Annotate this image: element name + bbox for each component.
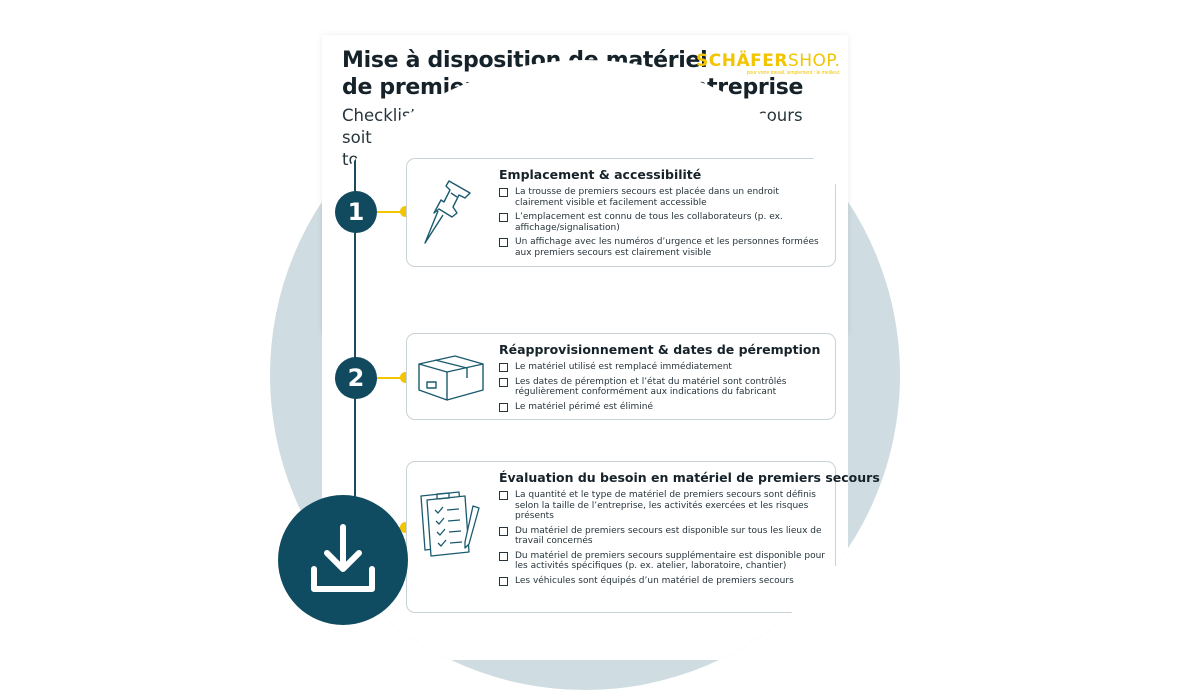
download-icon [309,523,377,595]
checklist-item[interactable] [499,362,829,373]
checklist-3 [499,490,829,590]
step-card-1 [406,158,836,267]
checklist-icon [415,486,485,562]
checkbox[interactable] [499,527,508,536]
checkbox[interactable] [499,491,508,500]
checklist-item[interactable] [499,377,829,398]
checklist-item-text: Le matériel utilisé est remplacé immédiatement [515,362,732,372]
step-card-3 [406,461,880,613]
checklist-item-text: L’emplacement est connu de tous les collaborateurs (p. ex. affichage/signalisation) [515,212,783,233]
checklist-2 [499,362,829,416]
checkbox[interactable] [499,238,508,247]
step-connector-1 [377,211,401,213]
checkbox[interactable] [499,363,508,372]
step-title-3: Évaluation du besoin en matériel de premiers secours [499,470,880,485]
checkbox[interactable] [499,577,508,586]
push-pin-icon [415,173,485,253]
step-number-1: 1 [335,191,377,233]
checklist-item[interactable] [499,490,829,522]
checklist-item-text: Un affichage avec les numéros d’urgence et les personnes formées aux premiers secours est clairement visible [515,237,819,258]
checklist-item-text: Les véhicules sont équipés d’un matériel de premiers secours [515,575,794,586]
checklist-item[interactable] [499,237,829,258]
checkbox[interactable] [499,552,508,561]
checklist-item-text: La quantité et le type de matériel de premiers secours sont définis selon la taille de l’entreprise, les activités exercées et les risques présents [515,490,816,521]
checklist-item[interactable] [499,526,829,547]
checklist-item-text: Du matériel de premiers secours supplémentaire est disponible pour les activités spécifiques (p. ex. atelier, laboratoire, chantier) [515,550,825,571]
checklist-item-text: Les dates de péremption et l’état du matériel sont contrôlés régulièrement conformément aux indications du fabricant [515,376,787,397]
checklist-item[interactable] [499,551,829,572]
checkbox[interactable] [499,188,508,197]
step-connector-2 [377,377,401,379]
checklist-item[interactable] [499,402,829,413]
checklist-item-text: Du matériel de premiers secours est disponible sur tous les lieux de travail concernés [515,525,822,546]
checklist-item[interactable] [499,576,829,587]
download-button[interactable] [278,495,408,625]
step-title-2: Réapprovisionnement & dates de péremption [499,342,821,357]
checkbox[interactable] [499,213,508,222]
step-number-2: 2 [335,357,377,399]
checklist-item-text: La trousse de premiers secours est placée dans un endroit clairement visible et facilement accessible [515,187,779,208]
checklist-item-text: Le matériel périmé est éliminé [515,401,653,412]
step-title-1: Emplacement & accessibilité [499,167,702,182]
checklist-item[interactable] [499,212,829,233]
checklist-1 [499,187,829,262]
checklist-item[interactable] [499,187,829,208]
step-card-2 [406,333,836,420]
checkbox[interactable] [499,378,508,387]
box-icon [415,348,487,404]
checkbox[interactable] [499,403,508,412]
